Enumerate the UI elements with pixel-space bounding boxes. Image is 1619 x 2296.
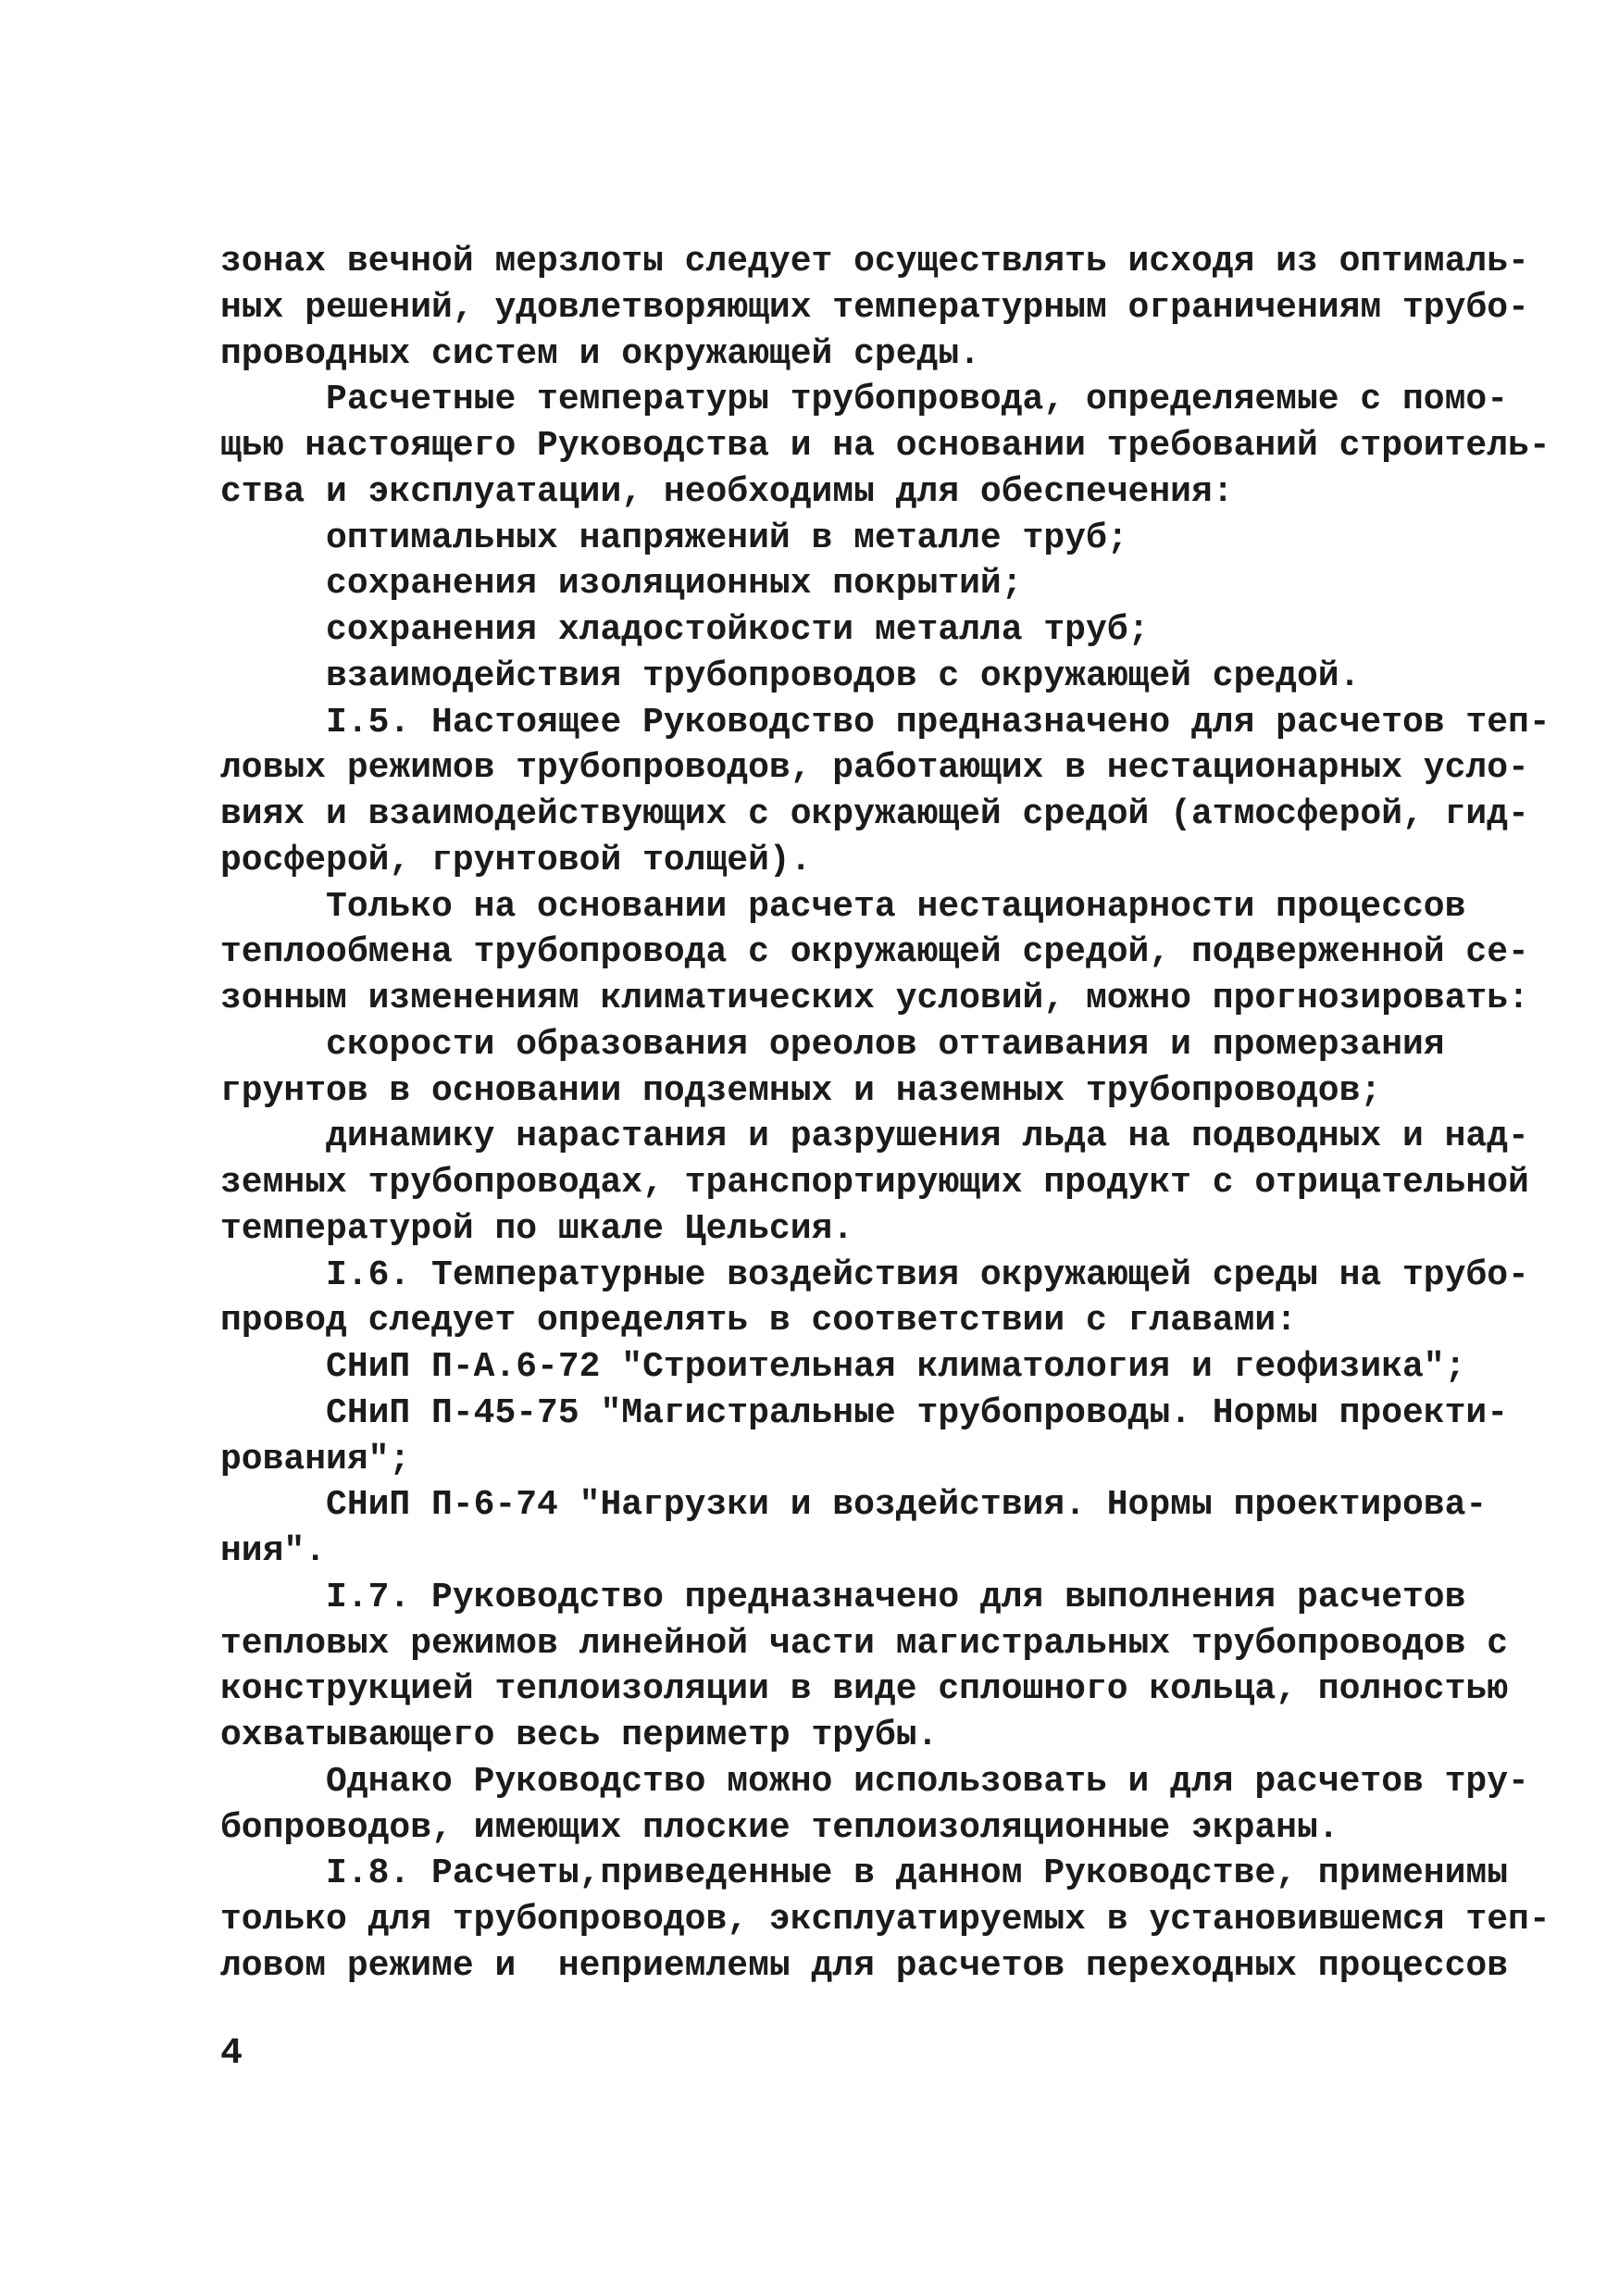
text-line: ных решений, удовлетворяющих температурным ограничениям трубо-: [220, 287, 1529, 328]
text-line: ловых режимов трубопроводов, работающих в нестационарных усло-: [220, 748, 1529, 789]
text-line: зонах вечной мерзлоты следует осуществлять исходя из оптималь-: [220, 242, 1529, 281]
text-line: грунтов в основании подземных и наземных трубопроводов;: [220, 1070, 1382, 1111]
text-line: I.7. Руководство предназначено для выполнения расчетов: [220, 1577, 1466, 1617]
text-line: зонным изменениям климатических условий, можно прогнозировать:: [220, 979, 1529, 1018]
body-text: [220, 239, 1551, 1990]
text-line: ния".: [220, 1531, 327, 1571]
text-line: скорости образования ореолов оттаивания и промерзания: [220, 1024, 1445, 1065]
text-line: динамику нарастания и разрушения льда на подводных и над-: [220, 1117, 1529, 1157]
text-line: теплообмена трубопровода с окружающей средой, подверженной се-: [220, 932, 1529, 973]
page-number: 4: [220, 2033, 243, 2075]
text-line: виях и взаимодействующих с окружающей средой (атмосферой, гид-: [220, 794, 1529, 834]
text-line: СНиП П-А.6-72 "Строительная климатология и геофизика";: [220, 1347, 1466, 1387]
text-line: СНиП П-6-74 "Нагрузки и воздействия. Нормы проектирова-: [220, 1485, 1488, 1526]
text-line: температурой по шкале Цельсия.: [220, 1208, 854, 1249]
text-line: ловом режиме и неприемлемы для расчетов переходных процессов: [220, 1945, 1509, 1986]
text-line: оптимальных напряжений в металле труб;: [220, 518, 1128, 558]
text-line: только для трубопроводов, эксплуатируемых в установившемся теп-: [220, 1900, 1551, 1940]
text-line: сохранения хладостойкости металла труб;: [220, 610, 1150, 650]
text-line: Однако Руководство можно использовать и для расчетов тру-: [220, 1761, 1529, 1802]
text-line: росферой, грунтовой толщей).: [220, 840, 812, 880]
text-line: сохранения изоляционных покрытий;: [220, 564, 1023, 605]
text-line: СНиП П-45-75 "Магистральные трубопроводы. Нормы проекти-: [220, 1392, 1509, 1433]
text-line: охватывающего весь периметр трубы.: [220, 1716, 939, 1755]
text-line: провод следует определять в соответствии с главами:: [220, 1301, 1297, 1341]
text-line: тепловых режимов линейной части магистральных трубопроводов с: [220, 1623, 1509, 1664]
text-line: щью настоящего Руководства и на основании требований строитель-: [220, 426, 1551, 466]
text-line: Расчетные температуры трубопровода, определяемые с помо-: [220, 380, 1509, 420]
text-line: бопроводов, имеющих плоские теплоизоляционные экраны.: [220, 1807, 1339, 1848]
text-line: рования";: [220, 1439, 411, 1479]
text-line: ства и эксплуатации, необходимы для обеспечения:: [220, 471, 1234, 512]
text-line: Только на основании расчета нестационарности процессов: [220, 886, 1466, 927]
text-line: конструкцией теплоизоляции в виде сплошного кольца, полностью: [220, 1669, 1509, 1710]
text-line: земных трубопроводах, транспортирующих продукт с отрицательной: [220, 1163, 1529, 1203]
text-line: взаимодействия трубопроводов с окружающей средой.: [220, 655, 1361, 696]
text-line: проводных систем и окружающей среды.: [220, 333, 980, 374]
text-line: I.5. Настоящее Руководство предназначено для расчетов теп-: [220, 702, 1551, 742]
text-line: I.8. Расчеты,приведенные в данном Руководстве, применимы: [220, 1853, 1509, 1894]
text-line: I.6. Температурные воздействия окружающей среды на трубо-: [220, 1254, 1529, 1295]
